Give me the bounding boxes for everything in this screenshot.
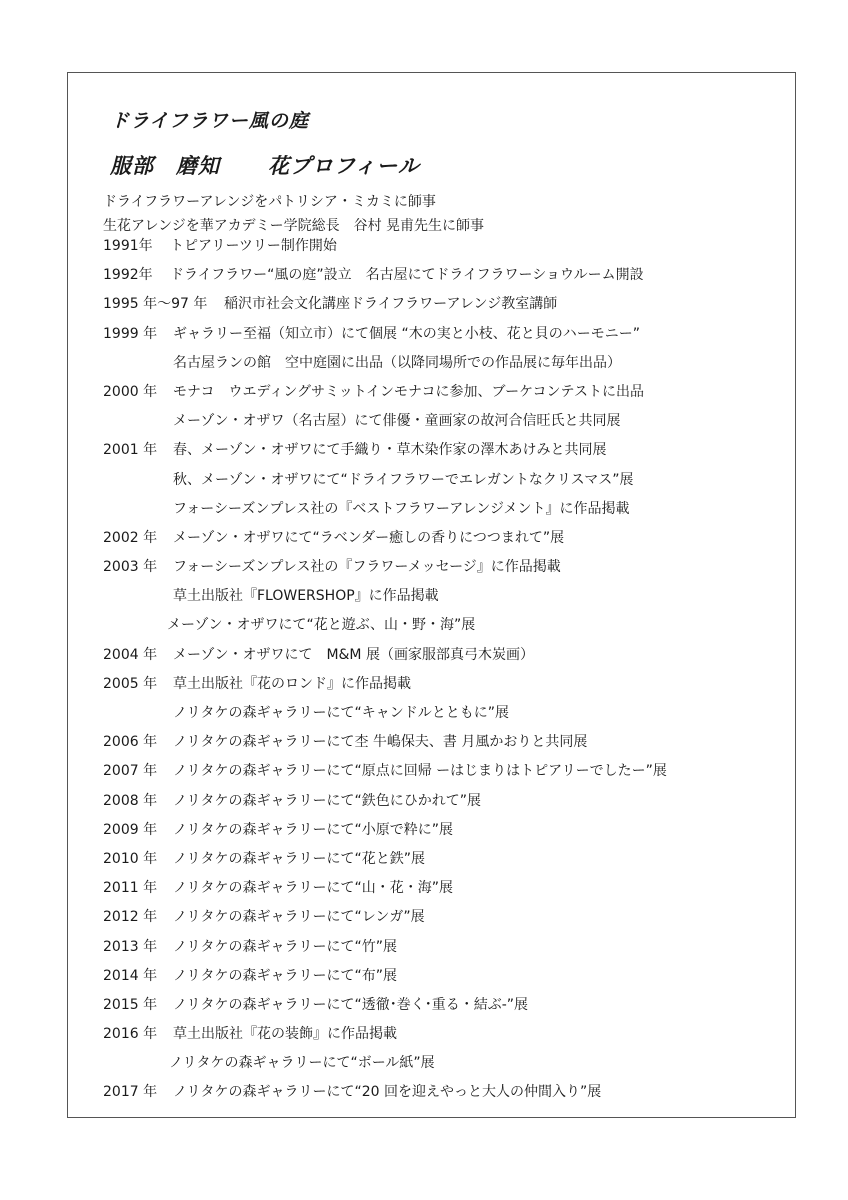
history-year: 2005 年 [103,675,158,692]
history-text: 名古屋ランの館 空中庭園に出品（以降同場所での作品展に毎年出品） [173,354,621,371]
history-row [103,611,763,640]
history-text: ノリタケの森ギャラリーにて“キャンドルとともに”展 [173,705,509,721]
history-year: 2001 年 [103,442,158,459]
history-row [103,962,763,991]
history-row [103,232,763,261]
history-text: ノリタケの森ギャラリーにて“透徹･巻く･重る・結ぶ-”展 [173,996,528,1013]
history-row [103,261,763,290]
history-text: ノリタケの森ギャラリーにて“花と鉄”展 [173,850,425,867]
person-name: 服部 磨知 [110,154,220,178]
history-year: 2007 年 [103,763,158,780]
history-year: 2017 年 [103,1084,158,1101]
history-text: 草土出版社『花のロンド』に作品掲載 [173,675,411,692]
history-row [103,699,763,728]
history-row [103,436,763,465]
history-text: メーゾン・オザワにて M&M 展（画家服部真弓木炭画） [173,646,534,663]
history-year: 2004 年 [103,646,158,663]
history-text: 秋、メーゾン・オザワにて“ドライフラワーでエレガントなクリスマス”展 [173,471,634,488]
history-year: 2015 年 [103,996,158,1013]
history-year: 2003 年 [103,559,158,576]
history-row [103,1078,763,1107]
history-row [103,670,763,699]
history-text: ギャラリー至福（知立市）にて個展 “木の実と小枝、花と貝のハーモニー” [173,325,640,342]
history-row [103,407,763,436]
history-row [103,466,763,495]
history-text: ノリタケの森ギャラリーにて“20 回を迎えやっと大人の仲間入り”展 [173,1084,602,1101]
history-text: トピアリーツリー制作開始 [170,238,337,254]
history-row [103,728,763,757]
history-year: 2006 年 [103,734,158,751]
history-year: 1999 年 [103,325,158,342]
history-year: 2008 年 [103,792,158,809]
history-row [103,378,763,407]
history-text: 春、メーゾン・オザワにて手織り・草木染作家の澤木あけみと共同展 [173,442,607,459]
history-text: ノリタケの森ギャラリーにて“レンガ”展 [173,909,425,926]
profile-label: 花プロフィール [268,154,420,178]
history-text: ノリタケの森ギャラリーにて“小原で粋に”展 [173,821,453,838]
history-text: ノリタケの森ギャラリーにて“原点に回帰 ーはじまりはトピアリーでしたー”展 [173,763,667,780]
history-row [103,290,763,319]
history-row [103,349,763,378]
history-row [103,1020,763,1049]
history-year: 1992年 [103,267,153,284]
history-text: メーゾン・オザワにて“ラベンダー癒しの香りにつつまれて”展 [173,529,565,546]
history-year: 1995 年〜97 年 [103,296,208,313]
history-row [103,816,763,845]
history-row [103,757,763,786]
history-row [103,874,763,903]
history-row [103,933,763,962]
history-year: 2013 年 [103,938,158,955]
history-text: ノリタケの森ギャラリーにて“山・花・海”展 [173,880,453,897]
history-year: 2014 年 [103,967,158,984]
history-text: ノリタケの森ギャラリーにて杢 牛嶋保夫、書 月風かおりと共同展 [173,734,588,751]
history-row [103,582,763,611]
history-year: 2002 年 [103,529,158,546]
history-row [103,641,763,670]
history-text: フォーシーズンプレス社の『フラワーメッセージ』に作品掲載 [173,559,561,576]
history-text: メーゾン・オザワ（名古屋）にて俳優・童画家の故河合信旺氏と共同展 [173,413,621,430]
history-text: ノリタケの森ギャラリーにて“竹”展 [173,938,397,955]
history-row [103,845,763,874]
history-row [103,320,763,349]
history-row [103,991,763,1020]
history-text: ノリタケの森ギャラリーにて“鉄色にひかれて”展 [173,792,481,809]
intro-line: ドライフラワーアレンジをパトリシア・ミカミに師事 [103,194,436,210]
history-year: 2009 年 [103,821,158,838]
history-year: 2012 年 [103,909,158,926]
history-text: 稲沢市社会文化講座ドライフラワーアレンジ教室講師 [224,296,558,313]
intro-line: 生花アレンジを華アカデミー学院総長 谷村 晃甫先生に師事 [103,218,485,234]
history-year: 2000 年 [103,383,158,400]
history-text: ノリタケの森ギャラリーにて“ボール紙”展 [169,1055,435,1072]
history-text: メーゾン・オザワにて“花と遊ぶ、山・野・海”展 [167,617,476,634]
history-row [103,903,763,932]
profile-history [103,232,763,1108]
history-text: モナコ ウエディングサミットインモナコに参加、ブーケコンテストに出品 [173,383,644,400]
profile-heading [110,150,420,180]
history-row [103,495,763,524]
history-row [103,553,763,582]
history-text: 草土出版社『花の装飾』に作品掲載 [173,1026,397,1043]
history-row [103,524,763,553]
history-year: 2010 年 [103,850,158,867]
history-year: 1991年 [103,238,153,254]
history-row [103,787,763,816]
history-text: 草土出版社『FLOWERSHOP』に作品掲載 [173,588,439,605]
history-text: フォーシーズンプレス社の『ベストフラワーアレンジメント』に作品掲載 [173,500,630,517]
history-text: ドライフラワー“風の庭”設立 名古屋にてドライフラワーショウルーム開設 [170,267,644,284]
history-text: ノリタケの森ギャラリーにて“布”展 [173,967,397,984]
history-year: 2016 年 [103,1026,158,1043]
document-title: ドライフラワー風の庭 [110,110,309,132]
history-row [103,1049,763,1078]
history-year: 2011 年 [103,880,158,897]
